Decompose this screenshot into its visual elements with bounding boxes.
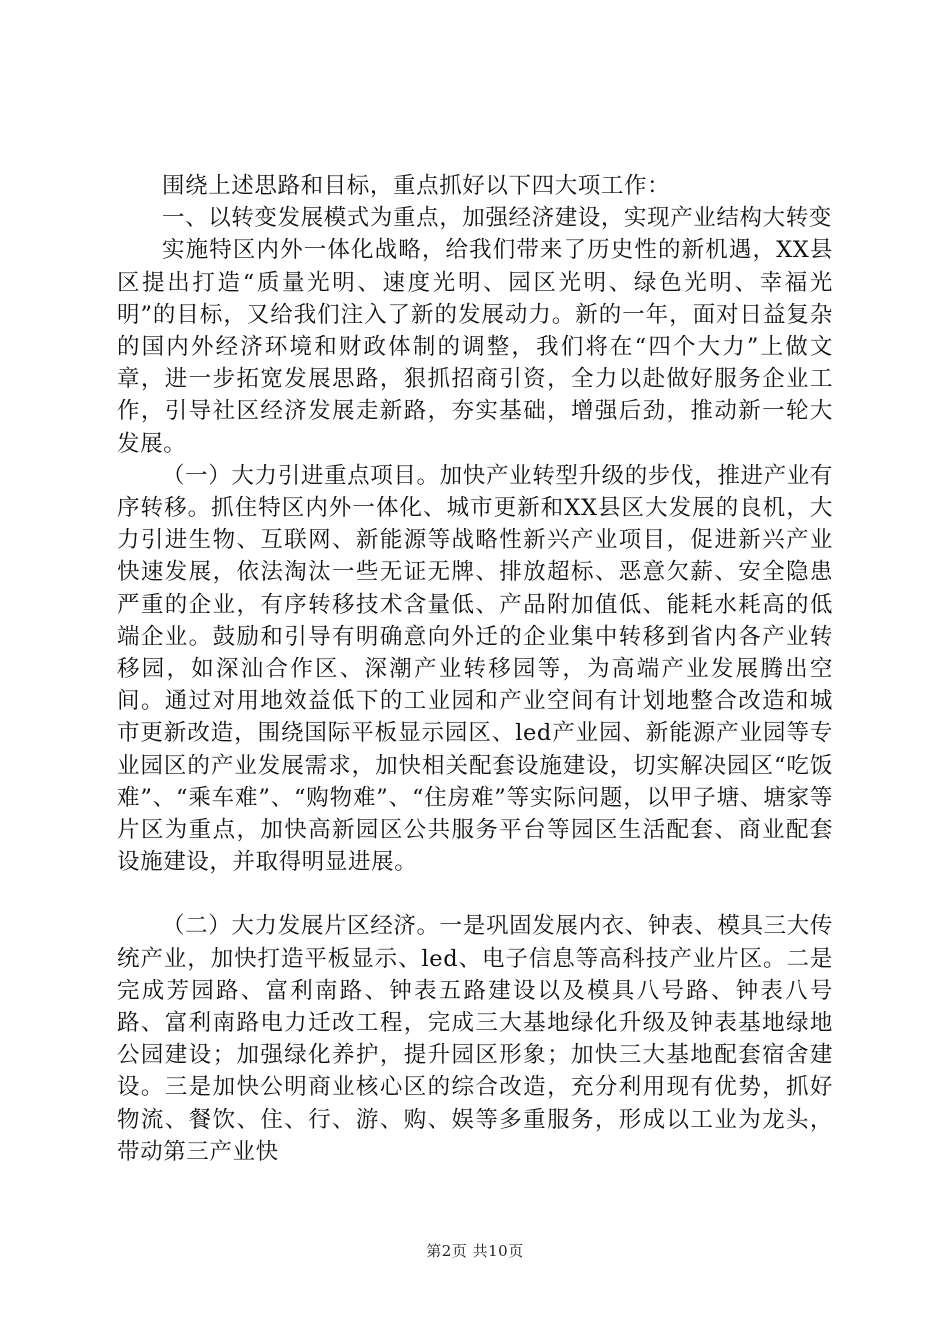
page-number-footer: 第2页 共10页: [426, 1242, 524, 1260]
document-body: [117, 170, 833, 1168]
subsection-paragraph-2: （二）大力发展片区经济。一是巩固发展内衣、钟表、模具三大传统产业，加快打造平板显示、led、电子信息等高科技产业片区。二是完成芳园路、富利南路、钟表五路建设以及模具八号路、钟表八号路、富利南路电力迁改工程，完成三大基地绿化升级及钟表基地绿地公园建设；加强绿化养护，提升园区形象；加快三大基地配套宿舍建设。三是加快公明商业核心区的综合改造，充分利用现有优势，抓好物流、餐饮、住、行、游、购、娱等多重服务，形成以工业为龙头，带动第三产业快: [117, 913, 833, 1165]
intro-paragraph: 围绕上述思路和目标，重点抓好以下四大项工作：: [162, 173, 671, 199]
body-paragraph: 实施特区内外一体化战略，给我们带来了历史性的新机遇，XX县区提出打造“质量光明、速度光明、园区光明、绿色光明、幸福光明”的目标，又给我们注入了新的发展动力。新的一年，面对日益复杂的国内外经济环境和财政体制的调整，我们将在“四个大力”上做文章，进一步拓宽发展思路，狠抓招商引资，全力以赴做好服务企业工作，引导社区经济发展走新路，夯实基础，增强后劲，推动新一轮大发展。: [117, 237, 833, 457]
section-heading-1: 一、以转变发展模式为重点，加强经济建设，实现产业结构大转变: [162, 205, 832, 232]
subsection-paragraph-1: （一）大力引进重点项目。加快产业转型升级的步伐，推进产业有序转移。抓住特区内外一体化、城市更新和XX县区大发展的良机，大力引进生物、互联网、新能源等战略性新兴产业项目，促进新兴产业快速发展，依法淘汰一些无证无牌、排放超标、恶意欠薪、安全隐患严重的企业，有序转移技术含量低、产品附加值低、能耗水耗高的低端企业。鼓励和引导有明确意向外迁的企业集中转移到省内各产业转移园，如深汕合作区、深潮产业转移园等，为高端产业发展腾出空间。通过对用地效益低下的工业园和产业空间有计划地整合改造和城市更新改造，围绕国际平板显示园区、led产业园、新能源产业园等专业园区的产业发展需求，加快相关配套设施建设，切实解决园区“吃饭难”、“乘车难”、“购物难”、“住房难”等实际问题，以甲子塘、塘家等片区为重点，加快高新园区公共服务平台等园区生活配套、商业配套设施建设，并取得明显进展。: [117, 462, 833, 876]
